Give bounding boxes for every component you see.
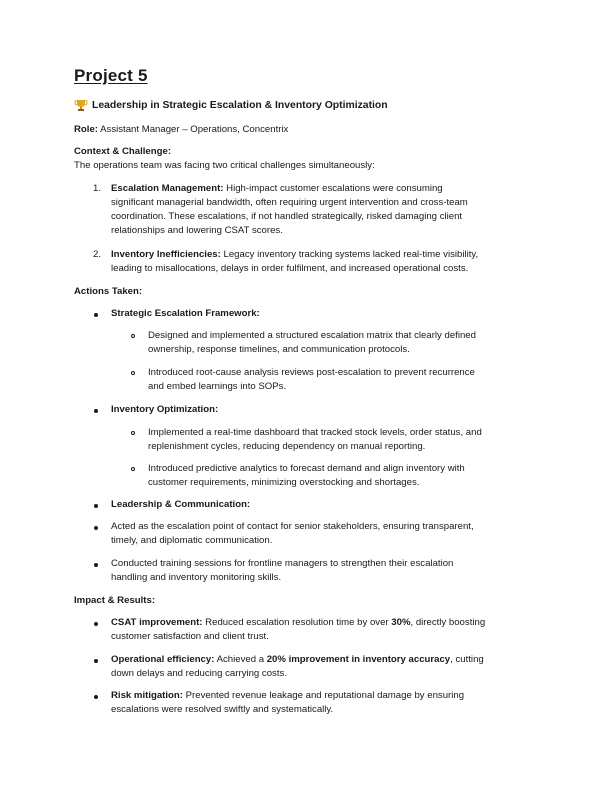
role-line xyxy=(74,122,288,137)
subtitle-text: Leadership in Strategic Escalation & Inventory Optimization xyxy=(92,100,388,111)
bullet xyxy=(94,622,98,626)
sub-bullet xyxy=(131,431,135,435)
list-item-line xyxy=(111,181,443,196)
page-title: Project 5 xyxy=(74,66,148,85)
csat-label: CSAT improvement: xyxy=(111,617,203,628)
list-number: 1. xyxy=(93,183,102,194)
list-item-line xyxy=(111,688,464,703)
bullet xyxy=(94,695,98,699)
strategic-label: Strategic Escalation Framework: xyxy=(111,308,260,319)
list-item-line: relationships and lowering CSAT scores. xyxy=(111,225,283,236)
bullet xyxy=(94,504,98,508)
list-item-line: significant managerial bandwidth, often requiring urgent intervention and cross-team xyxy=(111,197,468,208)
list-item-line: Conducted training sessions for frontline managers to strengthen their escalation xyxy=(111,558,454,569)
list-item-line xyxy=(111,247,478,262)
trophy-icon xyxy=(74,99,88,112)
list-number: 2. xyxy=(93,249,102,260)
list-item-text: Reduced escalation resolution time by over xyxy=(202,617,392,628)
list-item-text: , cutting xyxy=(450,654,484,665)
sub-item-line: replenishment cycles, reducing dependency on manual reporting. xyxy=(148,441,426,452)
list-item-text: Legacy inventory tracking systems lacked real-time visibility, xyxy=(220,249,479,260)
sub-item-line: Implemented a real-time dashboard that tracked stock levels, order status, and xyxy=(148,427,482,438)
sub-item-line: Introduced predictive analytics to forecast demand and align inventory with xyxy=(148,463,465,474)
project-subtitle xyxy=(74,99,388,112)
ops-figure: 20% improvement in inventory accuracy xyxy=(266,654,451,665)
list-item-line: handling and inventory monitoring skills. xyxy=(111,572,282,583)
list-item-text: Achieved a xyxy=(214,654,267,665)
actions-heading: Actions Taken: xyxy=(74,286,143,297)
sub-bullet xyxy=(131,467,135,471)
list-item-line: leading to misallocations, delays in order fulfilment, and increased operational costs. xyxy=(111,263,469,274)
escalation-label: Escalation Management: xyxy=(111,183,224,194)
list-item-line: down delays and reducing carrying costs. xyxy=(111,668,287,679)
bullet xyxy=(94,409,98,413)
sub-item-line: and embed learnings into SOPs. xyxy=(148,381,287,392)
list-item-line: escalations were resolved swiftly and systematically. xyxy=(111,704,334,715)
list-item-line xyxy=(111,615,485,630)
csat-figure: 30% xyxy=(391,617,411,628)
sub-item-line: Introduced root-cause analysis reviews post-escalation to prevent recurrence xyxy=(148,367,475,378)
sub-bullet xyxy=(131,334,135,338)
sub-item-line: Designed and implemented a structured escalation matrix that clearly defined xyxy=(148,330,476,341)
leadership-label: Leadership & Communication: xyxy=(111,499,251,510)
bullet xyxy=(94,526,98,530)
sub-bullet xyxy=(131,371,135,375)
list-item-line: Acted as the escalation point of contact for senior stakeholders, ensuring transparent, xyxy=(111,521,474,532)
context-heading: Context & Challenge: xyxy=(74,146,172,157)
ops-label: Operational efficiency: xyxy=(111,654,215,665)
sub-item-line: customer requirements, minimizing overstocking and shortages. xyxy=(148,477,420,488)
list-item-line: coordination. These escalations, if not handled strategically, risked damaging client xyxy=(111,211,463,222)
list-item-text: High-impact customer escalations were consuming xyxy=(223,183,443,194)
role-text: Assistant Manager – Operations, Concentrix xyxy=(97,124,289,135)
list-item-text: Prevented revenue leakage and reputational damage by ensuring xyxy=(182,690,465,701)
list-item-line xyxy=(111,652,484,667)
impact-heading: Impact & Results: xyxy=(74,595,156,606)
bullet xyxy=(94,659,98,663)
context-intro: The operations team was facing two critical challenges simultaneously: xyxy=(74,160,375,171)
sub-item-line: ownership, response timelines, and communication protocols. xyxy=(148,344,410,355)
inventory-label: Inventory Inefficiencies: xyxy=(111,249,221,260)
list-item-text: , directly boosting xyxy=(410,617,486,628)
role-label: Role: xyxy=(74,124,98,135)
inventory-opt-label: Inventory Optimization: xyxy=(111,404,219,415)
list-item-line: timely, and diplomatic communication. xyxy=(111,535,273,546)
bullet xyxy=(94,313,98,317)
bullet xyxy=(94,563,98,567)
risk-label: Risk mitigation: xyxy=(111,690,183,701)
list-item-line: customer satisfaction and client trust. xyxy=(111,631,269,642)
